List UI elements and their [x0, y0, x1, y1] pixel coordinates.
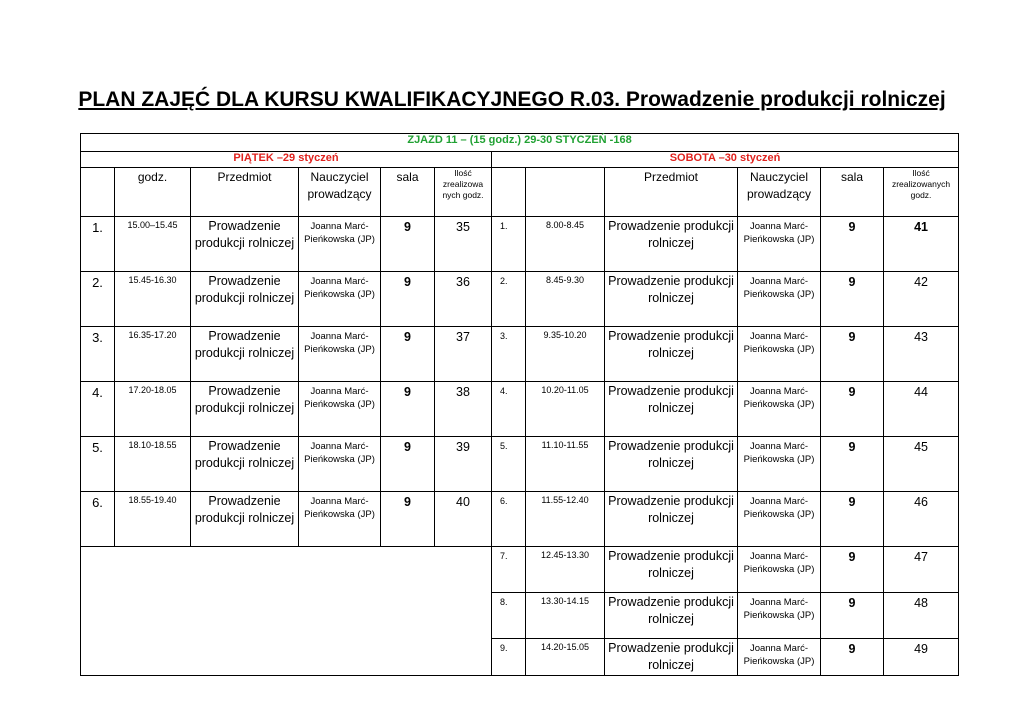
saturday-room: 9 — [821, 593, 884, 639]
saturday-row-number: 8. — [492, 593, 526, 639]
saturday-count: 48 — [884, 593, 959, 639]
zjazd-row — [81, 134, 959, 152]
friday-subject: Prowadzenie produkcji rolniczej — [191, 437, 299, 492]
friday-time: 18.55-19.40 — [115, 492, 191, 547]
friday-row-number: 5. — [81, 437, 115, 492]
friday-time: 15.45-16.30 — [115, 272, 191, 327]
friday-room-header: sala — [381, 168, 435, 217]
saturday-teacher: Joanna Marć-Pieńkowska (JP) — [738, 593, 821, 639]
saturday-time: 14.20-15.05 — [526, 639, 605, 676]
saturday-row-number: 1. — [492, 217, 526, 272]
saturday-count-header: Ilość zrealizowanych godz. — [884, 168, 959, 217]
saturday-room-header: sala — [821, 168, 884, 217]
friday-subject: Prowadzenie produkcji rolniczej — [191, 217, 299, 272]
friday-row-number: 3. — [81, 327, 115, 382]
friday-teacher: Joanna Marć-Pieńkowska (JP) — [299, 272, 381, 327]
saturday-room: 9 — [821, 327, 884, 382]
saturday-subject: Prowadzenie produkcji rolniczej — [605, 272, 738, 327]
saturday-count: 45 — [884, 437, 959, 492]
friday-time: 16.35-17.20 — [115, 327, 191, 382]
saturday-room: 9 — [821, 492, 884, 547]
friday-count: 38 — [435, 382, 492, 437]
saturday-teacher: Joanna Marć-Pieńkowska (JP) — [738, 492, 821, 547]
saturday-time: 11.55-12.40 — [526, 492, 605, 547]
saturday-room: 9 — [821, 217, 884, 272]
friday-time: 17.20-18.05 — [115, 382, 191, 437]
friday-subject: Prowadzenie produkcji rolniczej — [191, 382, 299, 437]
friday-day-header: PIĄTEK –29 styczeń — [81, 152, 492, 168]
saturday-room: 9 — [821, 272, 884, 327]
saturday-room: 9 — [821, 639, 884, 676]
saturday-day-header: SOBOTA –30 styczeń — [492, 152, 959, 168]
friday-subject: Prowadzenie produkcji rolniczej — [191, 492, 299, 547]
friday-teacher-header: Nauczyciel prowadzący — [299, 168, 381, 217]
friday-teacher: Joanna Marć-Pieńkowska (JP) — [299, 217, 381, 272]
friday-room: 9 — [381, 272, 435, 327]
saturday-room: 9 — [821, 437, 884, 492]
saturday-count: 42 — [884, 272, 959, 327]
table-row — [81, 437, 959, 492]
schedule-table — [80, 133, 959, 676]
saturday-room: 9 — [821, 382, 884, 437]
saturday-time: 10.20-11.05 — [526, 382, 605, 437]
saturday-time: 12.45-13.30 — [526, 547, 605, 593]
friday-room: 9 — [381, 327, 435, 382]
saturday-subject: Prowadzenie produkcji rolniczej — [605, 327, 738, 382]
saturday-subject: Prowadzenie produkcji rolniczej — [605, 382, 738, 437]
saturday-subject: Prowadzenie produkcji rolniczej — [605, 492, 738, 547]
saturday-teacher: Joanna Marć-Pieńkowska (JP) — [738, 327, 821, 382]
friday-time: 18.10-18.55 — [115, 437, 191, 492]
friday-room: 9 — [381, 382, 435, 437]
friday-time: 15.00–15.45 — [115, 217, 191, 272]
friday-row-number: 4. — [81, 382, 115, 437]
saturday-count: 47 — [884, 547, 959, 593]
saturday-count: 41 — [884, 217, 959, 272]
saturday-room: 9 — [821, 547, 884, 593]
saturday-subject: Prowadzenie produkcji rolniczej — [605, 437, 738, 492]
friday-room: 9 — [381, 492, 435, 547]
friday-room: 9 — [381, 217, 435, 272]
saturday-teacher-header: Nauczyciel prowadzący — [738, 168, 821, 217]
page-title: PLAN ZAJĘĆ DLA KURSU KWALIFIKACYJNEGO R.03. Prowadzenie produkcji rolniczej — [78, 88, 946, 111]
friday-subject: Prowadzenie produkcji rolniczej — [191, 327, 299, 382]
table-row — [81, 217, 959, 272]
friday-teacher: Joanna Marć-Pieńkowska (JP) — [299, 437, 381, 492]
table-row — [81, 382, 959, 437]
saturday-row-number: 7. — [492, 547, 526, 593]
saturday-count: 43 — [884, 327, 959, 382]
saturday-row-number: 4. — [492, 382, 526, 437]
table-row — [81, 547, 959, 593]
saturday-time: 8.45-9.30 — [526, 272, 605, 327]
friday-count: 39 — [435, 437, 492, 492]
saturday-subject: Prowadzenie produkcji rolniczej — [605, 217, 738, 272]
friday-teacher: Joanna Marć-Pieńkowska (JP) — [299, 382, 381, 437]
friday-empty-block — [81, 547, 492, 676]
friday-time-header: godz. — [115, 168, 191, 217]
table-row — [81, 327, 959, 382]
saturday-row-number: 5. — [492, 437, 526, 492]
saturday-row-number: 3. — [492, 327, 526, 382]
saturday-time: 8.00-8.45 — [526, 217, 605, 272]
saturday-teacher: Joanna Marć-Pieńkowska (JP) — [738, 639, 821, 676]
saturday-subject-header: Przedmiot — [605, 168, 738, 217]
friday-teacher: Joanna Marć-Pieńkowska (JP) — [299, 492, 381, 547]
friday-count: 37 — [435, 327, 492, 382]
saturday-row-number: 6. — [492, 492, 526, 547]
friday-room: 9 — [381, 437, 435, 492]
saturday-subject: Prowadzenie produkcji rolniczej — [605, 547, 738, 593]
friday-count-header: Ilość zrealizowa nych godz. — [435, 168, 492, 217]
saturday-teacher: Joanna Marć-Pieńkowska (JP) — [738, 547, 821, 593]
friday-subject-header: Przedmiot — [191, 168, 299, 217]
saturday-subject: Prowadzenie produkcji rolniczej — [605, 639, 738, 676]
saturday-count: 46 — [884, 492, 959, 547]
days-row — [81, 152, 959, 168]
saturday-teacher: Joanna Marć-Pieńkowska (JP) — [738, 217, 821, 272]
saturday-time: 9.35-10.20 — [526, 327, 605, 382]
saturday-subject: Prowadzenie produkcji rolniczej — [605, 593, 738, 639]
friday-teacher: Joanna Marć-Pieńkowska (JP) — [299, 327, 381, 382]
saturday-teacher: Joanna Marć-Pieńkowska (JP) — [738, 272, 821, 327]
table-row — [81, 272, 959, 327]
saturday-row-number: 9. — [492, 639, 526, 676]
friday-row-number: 1. — [81, 217, 115, 272]
saturday-time-header — [526, 168, 605, 217]
friday-nr-header — [81, 168, 115, 217]
saturday-count: 49 — [884, 639, 959, 676]
friday-count: 36 — [435, 272, 492, 327]
zjazd-header: ZJAZD 11 – (15 godz.) 29-30 STYCZEŃ -168 — [81, 134, 959, 152]
saturday-count: 44 — [884, 382, 959, 437]
saturday-time: 13.30-14.15 — [526, 593, 605, 639]
column-header-row — [81, 168, 959, 217]
saturday-nr-header — [492, 168, 526, 217]
table-row — [81, 492, 959, 547]
saturday-row-number: 2. — [492, 272, 526, 327]
friday-row-number: 2. — [81, 272, 115, 327]
saturday-teacher: Joanna Marć-Pieńkowska (JP) — [738, 437, 821, 492]
friday-count: 35 — [435, 217, 492, 272]
friday-subject: Prowadzenie produkcji rolniczej — [191, 272, 299, 327]
friday-row-number: 6. — [81, 492, 115, 547]
friday-count: 40 — [435, 492, 492, 547]
saturday-time: 11.10-11.55 — [526, 437, 605, 492]
schedule-body — [81, 134, 959, 676]
saturday-teacher: Joanna Marć-Pieńkowska (JP) — [738, 382, 821, 437]
